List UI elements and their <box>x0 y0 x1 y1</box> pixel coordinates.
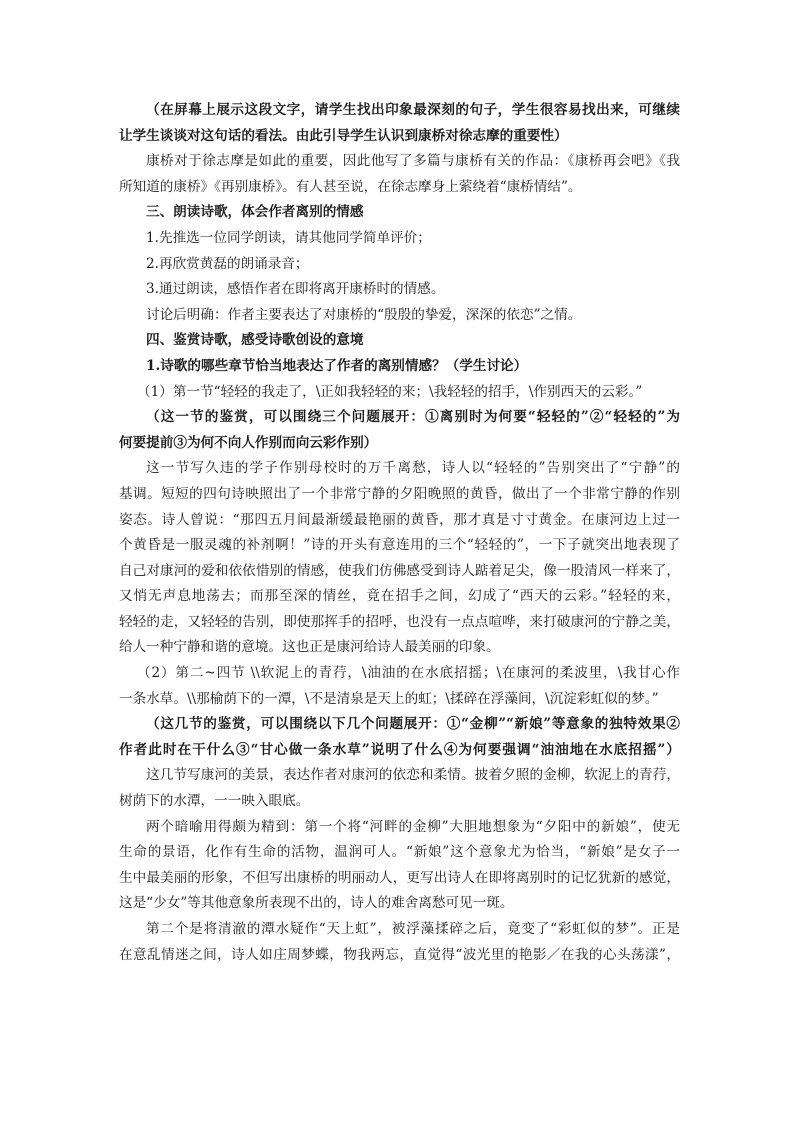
text-line: 生中最美丽的形象，不但写出康桥的明丽动人，更写出诗人在即将离别时的记忆犹新的感觉， <box>119 869 680 886</box>
text-line: 2.再欣赏黄磊的朗诵录音； <box>146 255 309 272</box>
text-line: 第二个是将清澈的潭水疑作“天上虹”，被浮藻揉碎之后，竟变了“彩虹似的梦”。正是 <box>146 921 680 937</box>
text-line: 自己对康河的爱和依依惜别的情感，使我们仿佛感受到诗人踮着足尖，像一股清风一样来了， <box>119 562 680 579</box>
text-line: 何要提前③为何不向人作别而向云彩作别） <box>119 434 378 451</box>
text-line: 这几节写康河的美景，表达作者对康河的依恋和柔情。披着夕照的金柳，软泥上的青荇， <box>146 767 680 784</box>
text-line: 又悄无声息地荡去；而那至深的情丝，竟在招手之间，幻成了“西天的云彩。”轻轻的来， <box>119 588 680 605</box>
text-line: 讨论后明确：作者主要表达了对康桥的“殷殷的挚爱，深深的依恋”之情。 <box>146 306 582 323</box>
text-line: 四、鉴赏诗歌，感受诗歌创设的意境 <box>146 332 364 349</box>
document-page <box>119 98 680 968</box>
text-line: 1.先推选一位同学朗读，请其他同学简单评价； <box>146 229 431 246</box>
text-line: 1.诗歌的哪些章节恰当地表达了作者的离别情感？（学生讨论） <box>146 357 528 374</box>
text-line: （这一节的鉴赏，可以围绕三个问题展开：①离别时为何要“轻轻的”②“轻轻的”为 <box>146 409 680 426</box>
text-line: （这几节的鉴赏，可以围绕以下几个问题展开：①“金柳”“新娘”等意象的独特效果② <box>146 716 680 733</box>
text-line: 三、朗读诗歌，体会作者离别的情感 <box>146 204 364 221</box>
text-line: 基调。短短的四句诗映照出了一个非常宁静的夕阳晚照的黄昏，做出了一个非常宁静的作别 <box>119 485 680 502</box>
text-line: 生命的景语，化作有生命的活物，温润可人。“新娘”这个意象尤为恰当，“新娘”是女子一 <box>119 844 680 861</box>
text-line: （2）第二~四节 \\软泥上的青荇，\油油的在水底招摇；\在康河的柔波里，\我甘心作 <box>137 665 680 682</box>
text-line: （在屏幕上展示这段文字，请学生找出印象最深刻的句子，学生很容易找出来，可继续 <box>146 102 680 118</box>
text-line: 3.通过朗读，感悟作者在即将离开康桥时的情感。 <box>146 281 445 298</box>
text-line: 树荫下的水潭，一一映入眼底。 <box>119 793 310 810</box>
text-line: 一条水草。\\那榆荫下的一潭，\不是清泉是天上的虹；\揉碎在浮藻间，\沉淀彩虹似的梦。” <box>119 690 659 707</box>
text-line: 在意乱情迷之间，诗人如庄周梦蝶，物我两忘，直觉得“波光里的艳影／在我的心头荡漾”， <box>119 946 680 963</box>
text-line: 给人一种宁静和谐的意境。这也正是康河给诗人最美丽的印象。 <box>119 639 500 656</box>
text-line: 姿态。诗人曾说：“那四五月间最渐缓最艳丽的黄昏，那才真是寸寸黄金。在康河边上过一 <box>119 511 680 528</box>
text-line: （1）第一节“轻轻的我走了，\正如我轻轻的来；\我轻轻的招手，\作别西天的云彩。” <box>137 383 643 400</box>
text-line: 这是“少女”等其他意象所表现不出的，诗人的难舍离愁可见一斑。 <box>119 895 514 912</box>
text-line: 康桥对于徐志摩是如此的重要，因此他写了多篇与康桥有关的作品：《康桥再会吧》《我 <box>146 153 680 170</box>
text-line: 轻轻的走，又轻轻的告别，即使那挥手的招呼，也没有一点点喧哗，来打破康河的宁静之美， <box>119 613 680 630</box>
text-line: 个黄昏是一服灵魂的补剂啊！”诗的开头有意连用的三个“轻轻的”，一下子就突出地表现了 <box>119 537 680 554</box>
text-line: 作者此时在干什么③“甘心做一条水草”说明了什么④为何要强调“油油地在水底招摇”） <box>119 741 680 758</box>
text-line: 两个暗喻用得颇为精到：第一个将“河畔的金柳”大胆地想象为“夕阳中的新娘”，使无 <box>146 818 680 835</box>
text-line: 这一节写久违的学子作别母校时的万千离愁，诗人以“轻轻的”告别突出了“宁静”的 <box>146 460 680 477</box>
text-line: 所知道的康桥》《再别康桥》。有人甚至说，在徐志摩身上萦绕着“康桥情结”。 <box>119 178 582 195</box>
text-line: 让学生谈谈对这句话的看法。由此引导学生认识到康桥对徐志摩的重要性） <box>119 127 568 144</box>
